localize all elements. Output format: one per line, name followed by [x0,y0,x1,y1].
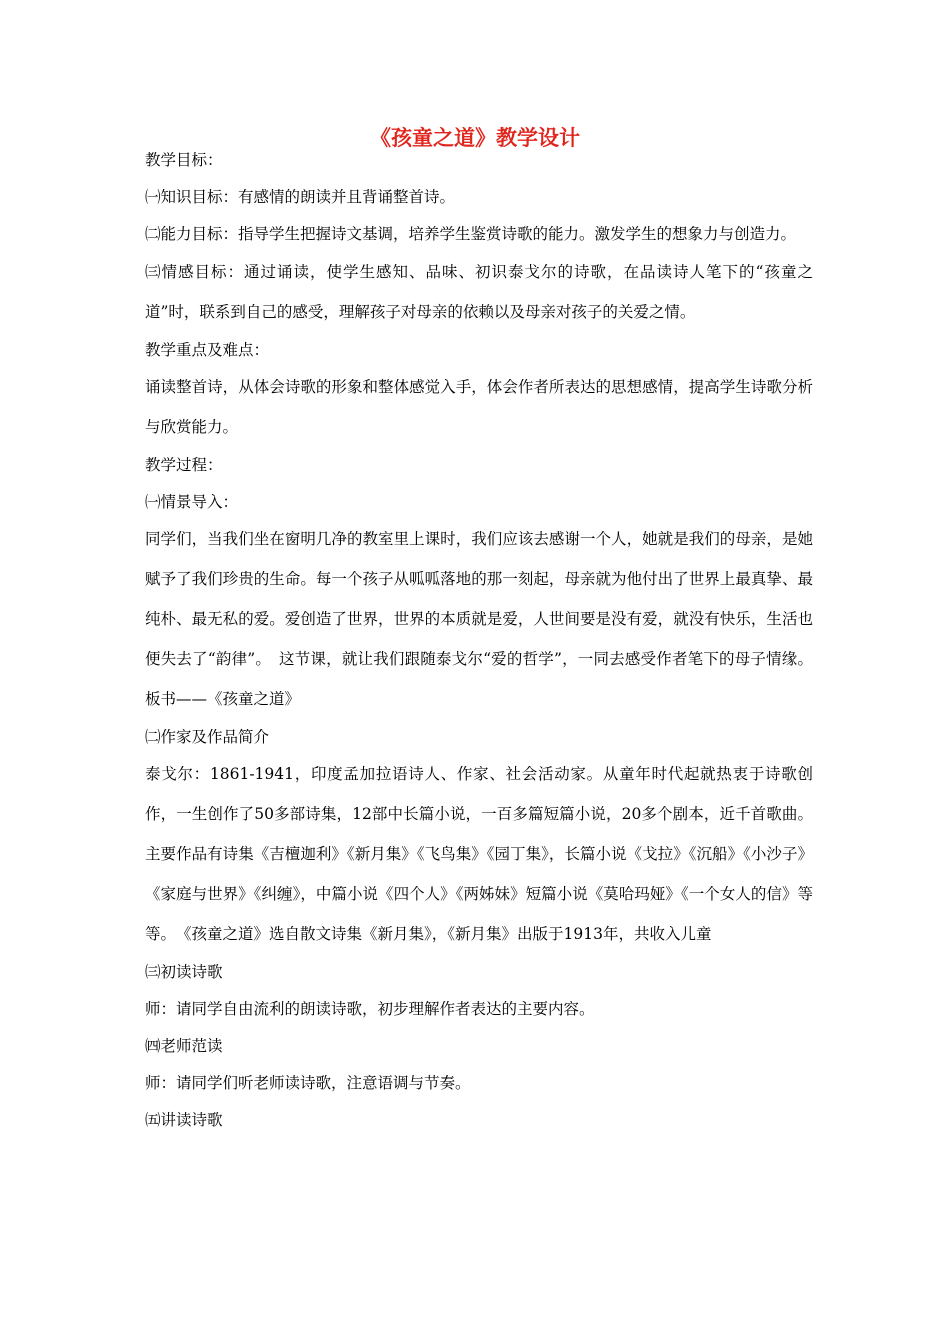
step-2-text: 泰戈尔：1861-1941，印度孟加拉语诗人、作家、社会活动家。从童年时代起就热衷于诗歌创作，一生创作了50多部诗集，12部中长篇小说，一百多篇短篇小说，20多个剧本，近千首歌曲。主要作品有诗集《吉檀迦利》《新月集》《飞鸟集》《园丁集》，长篇小说《戈拉》《沉船》《小沙子》《家庭与世界》《纠缠》，中篇小说《四个人》《两姊妹》短篇小说《莫哈玛娅》《一个女人的信》等等。 《孩童之道》选自散文诗集《新月集》，《新月集》出版于1913年，共收入儿童 [145,765,813,943]
step-4-heading: ㈣老师范读 [145,1037,223,1055]
step-2-heading: ㈡作家及作品简介 [145,728,270,746]
objective-ability: ㈡能力目标：指导学生把握诗文基调，培养学生鉴赏诗歌的能力。激发学生的想象力与创造力。 [145,225,797,243]
document-body [145,148,813,1145]
step-1-heading: ㈠情景导入： [145,493,239,511]
step-4-text: 师：请同学们听老师读诗歌，注意语调与节奏。 [145,1074,471,1092]
objective-knowledge: ㈠知识目标：有感情的朗读并且背诵整首诗。 [145,188,456,206]
step-5-heading: ㈤讲读诗歌 [145,1111,223,1129]
section-heading-process: 教学过程： [145,456,223,474]
document-title: 《孩童之道》教学设计 [370,125,580,150]
step-1-text: 同学们，当我们坐在窗明几净的教室里上课时，我们应该去感谢一个人，她就是我们的母亲，是她赋予了我们珍贵的生命。每一个孩子从呱呱落地的那一刻起，母亲就为他付出了世界上最真挚、最纯朴、最无私的爱。爱创造了世界，世界的本质就是爱，人世间要是没有爱，就没有快乐，生活也便失去了“韵律”。 这节课，就让我们跟随泰戈尔“爱的哲学”，一同去感受作者笔下的母子情缘。板书——《孩童之道》 [145,530,813,708]
step-3-heading: ㈢初读诗歌 [145,963,223,981]
objective-emotion: ㈢情感目标：通过诵读，使学生感知、品味、初识泰戈尔的诗歌，在品读诗人笔下的“孩童之道”时，联系到自己的感受，理解孩子对母亲的依赖以及母亲对孩子的关爱之情。 [145,263,813,321]
key-points-text: 诵读整首诗，从体会诗歌的形象和整体感觉入手，体会作者所表达的思想感情，提高学生诗歌分析与欣赏能力。 [145,378,813,436]
step-3-text: 师：请同学自由流利的朗读诗歌，初步理解作者表达的主要内容。 [145,1000,595,1018]
section-heading-key-points: 教学重点及难点： [145,341,270,359]
section-heading-objectives: 教学目标： [145,151,223,169]
